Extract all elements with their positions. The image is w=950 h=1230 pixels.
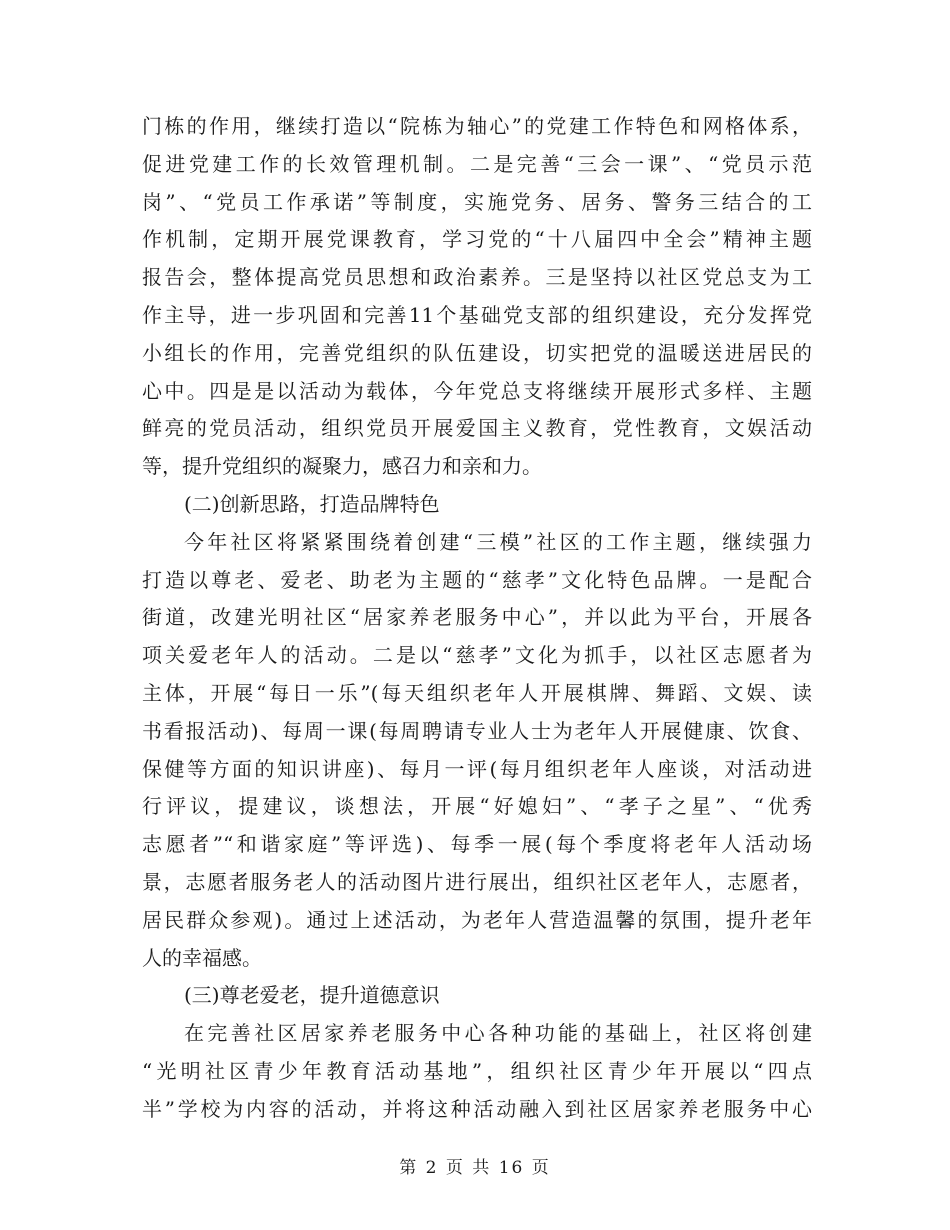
text-line: 小组长的作用，完善党组织的队伍建设，切实把党的温暖送进居民的: [142, 340, 812, 365]
text-line: 鲜亮的党员活动，组织党员开展爱国主义教育，党性教育，文娱活动: [142, 416, 812, 441]
text-line: 促进党建工作的长效管理机制。二是完善“三会一课”、“党员示范: [142, 151, 812, 176]
text-line: 在完善社区居家养老服务中心各种功能的基础上，社区将创建: [184, 1021, 812, 1046]
text-line: 作机制，定期开展党课教育，学习党的“十八届四中全会”精神主题: [142, 227, 812, 252]
text-line: 半”学校为内容的活动，并将这种活动融入到社区居家养老服务中心: [142, 1096, 812, 1121]
document-body: [142, 108, 812, 1129]
text-line: 报告会，整体提高党员思想和政治素养。三是坚持以社区党总支为工: [142, 265, 812, 290]
text-line: “光明社区青少年教育活动基地”，组织社区青少年开展以“四点: [142, 1058, 812, 1083]
text-line: 作主导，进一步巩固和完善11个基础党支部的组织建设，充分发挥党: [142, 302, 812, 327]
section-heading: (二)创新思路，打造品牌特色: [184, 491, 440, 516]
text-line: 门栋的作用，继续打造以“院栋为轴心”的党建工作特色和网格体系，: [142, 114, 812, 138]
text-line: 主体，开展“每日一乐”(每天组织老年人开展棋牌、舞蹈、文娱、读: [142, 680, 812, 705]
text-line: 书看报活动)、每周一课(每周聘请专业人士为老年人开展健康、饮食、: [142, 718, 812, 743]
text-line: 今年社区将紧紧围绕着创建“三模”社区的工作主题，继续强力: [184, 529, 812, 554]
text-line: 人的幸福感。: [142, 945, 262, 970]
text-line: 景，志愿者服务老人的活动图片进行展出，组织社区老年人，志愿者，: [142, 869, 812, 894]
page-footer: 第 2 页 共 16 页: [399, 1158, 551, 1178]
text-line: 保健等方面的知识讲座)、每月一评(每月组织老年人座谈，对活动进: [142, 756, 812, 781]
text-line: 项关爱老年人的活动。二是以“慈孝”文化为抓手，以社区志愿者为: [142, 643, 812, 668]
text-line: 行评议，提建议，谈想法，开展“好媳妇”、“孝子之星”、“优秀: [142, 794, 812, 819]
text-line: 岗”、“党员工作承诺”等制度，实施党务、居务、警务三结合的工: [142, 189, 812, 214]
text-line: 心中。四是是以活动为载体，今年党总支将继续开展形式多样、主题: [142, 378, 812, 403]
text-line: 居民群众参观)。通过上述活动，为老年人营造温馨的氛围，提升老年: [142, 907, 812, 932]
section-heading: (三)尊老爱老，提升道德意识: [184, 983, 440, 1008]
text-line: 街道，改建光明社区“居家养老服务中心”，并以此为平台，开展各: [142, 605, 812, 630]
text-line: 打造以尊老、爱老、助老为主题的“慈孝”文化特色品牌。一是配合: [142, 567, 812, 592]
text-line: 等，提升党组织的凝聚力，感召力和亲和力。: [142, 454, 542, 479]
text-line: 志愿者”“和谐家庭”等评选)、每季一展(每个季度将老年人活动场: [142, 832, 812, 857]
